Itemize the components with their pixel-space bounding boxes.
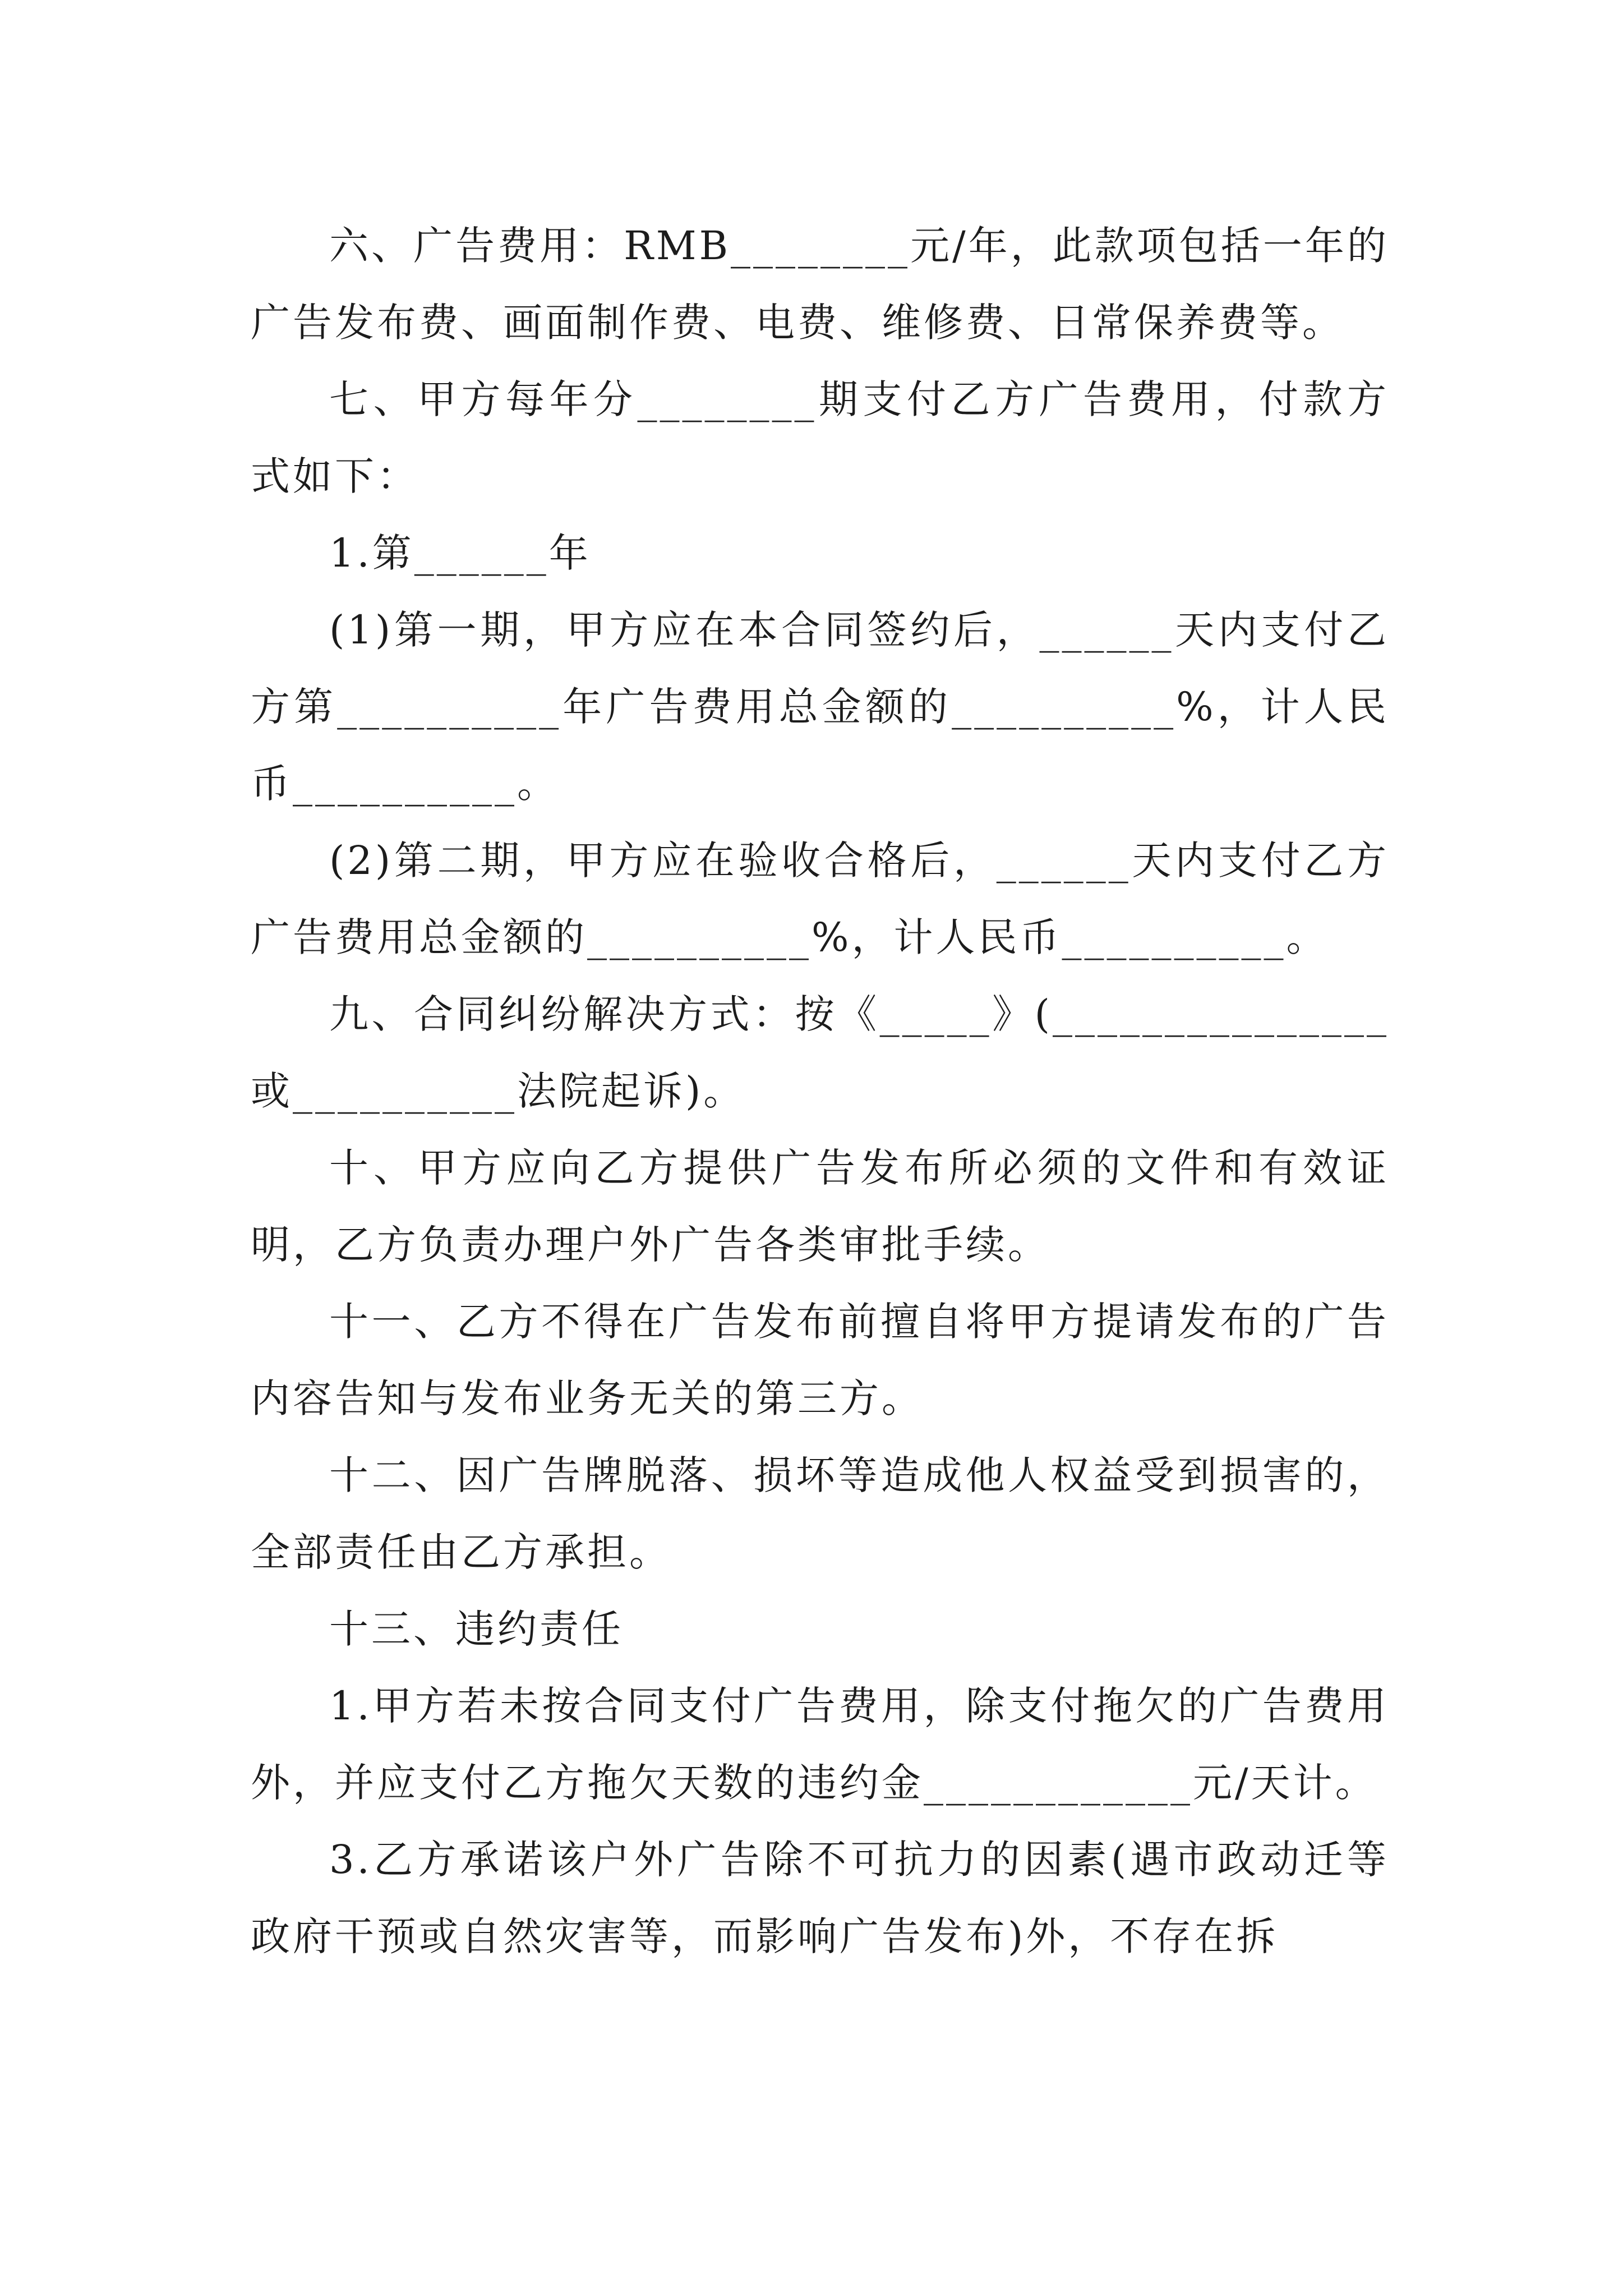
paragraph-advertising-fee: 六、广告费用：RMB________元/年，此款项包括一年的广告发布费、画面制作费、电费、维修费、日常保养费等。: [251, 223, 1389, 346]
paragraph-dispute-resolution: 九、合同纠纷解决方式：按《_____》(_______________或__________法院起诉)。: [251, 991, 1389, 1114]
paragraph-second-installment: (2)第二期，甲方应在验收合格后，______天内支付乙方广告费用总金额的__________%，计人民币__________。: [251, 838, 1389, 960]
paragraph-first-installment: (1)第一期，甲方应在本合同签约后，______天内支付乙方第__________年广告费用总金额的__________%，计人民币__________。: [251, 607, 1389, 807]
paragraph-force-majeure: 3.乙方承诺该户外广告除不可抗力的因素(遇市政动迁等政府干预或自然灾害等，而影响广告发布)外，不存在拆: [251, 1837, 1389, 1959]
paragraph-documents-approval: 十、甲方应向乙方提供广告发布所必须的文件和有效证明，乙方负责办理户外广告各类审批手续。: [251, 1145, 1389, 1268]
paragraph-payment-installments: 七、甲方每年分________期支付乙方广告费用，付款方式如下：: [251, 376, 1389, 499]
paragraph-year-item: 1.第______年: [329, 530, 591, 576]
paragraph-late-payment-penalty: 1.甲方若未按合同支付广告费用，除支付拖欠的广告费用外，并应支付乙方拖欠天数的违约金____________元/天计。: [251, 1683, 1389, 1806]
paragraph-confidentiality: 十一、乙方不得在广告发布前擅自将甲方提请发布的广告内容告知与发布业务无关的第三方。: [251, 1299, 1389, 1421]
paragraph-breach-heading: 十三、违约责任: [329, 1606, 624, 1652]
paragraph-liability: 十二、因广告牌脱落、损坏等造成他人权益受到损害的，全部责任由乙方承担。: [251, 1452, 1389, 1575]
document-body: [251, 208, 1389, 1975]
